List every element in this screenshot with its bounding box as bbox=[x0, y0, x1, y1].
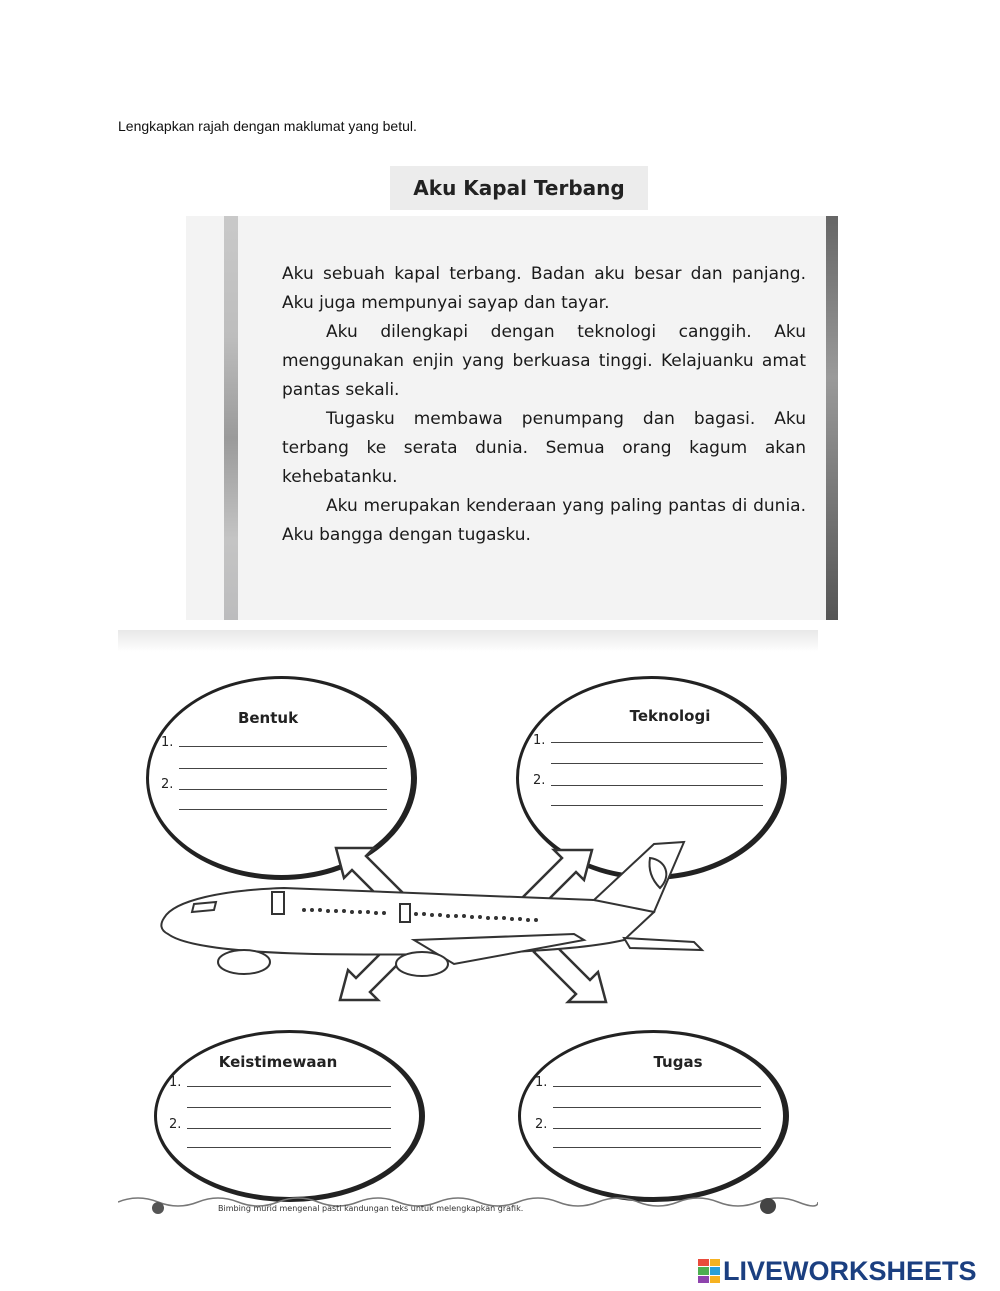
answer-line-2b[interactable] bbox=[553, 1147, 761, 1148]
number-2: 2. bbox=[169, 1117, 182, 1132]
answer-line-1a[interactable] bbox=[179, 746, 387, 747]
bubble-heading-tugas: Tugas bbox=[653, 1053, 703, 1071]
reading-body bbox=[282, 260, 806, 550]
number-1: 1. bbox=[535, 1075, 548, 1090]
bubble-map-diagram bbox=[118, 630, 818, 1214]
airplane-illustration bbox=[154, 830, 774, 1030]
bubble-heading-bentuk: Bentuk bbox=[237, 709, 299, 727]
number-2: 2. bbox=[535, 1117, 548, 1132]
answer-line-1a[interactable] bbox=[553, 1086, 761, 1087]
instruction-text: Lengkapkan rajah dengan maklumat yang betul. bbox=[118, 118, 417, 134]
logo-text: LIVEWORKSHEETS bbox=[723, 1255, 977, 1286]
paragraph-4: Aku merupakan kenderaan yang paling pantas di dunia. Aku bangga dengan tugasku. bbox=[282, 496, 806, 545]
number-1: 1. bbox=[161, 735, 174, 750]
bubble-heading-teknologi: Teknologi bbox=[629, 707, 711, 725]
answer-line-1b[interactable] bbox=[551, 763, 763, 764]
paragraph-3: Tugasku membawa penumpang dan bagasi. Aku terbang ke serata dunia. Semua orang kagum akan kehebatanku. bbox=[282, 409, 806, 487]
answer-line-2a[interactable] bbox=[179, 789, 387, 790]
number-2: 2. bbox=[161, 777, 174, 792]
page-edge-right bbox=[826, 216, 838, 620]
answer-line-2a[interactable] bbox=[187, 1128, 391, 1129]
paragraph-2: Aku dilengkapi dengan teknologi canggih. Aku menggunakan enjin yang berkuasa tinggi. Kelajuanku amat pantas sekali. bbox=[282, 322, 806, 400]
answer-line-1a[interactable] bbox=[187, 1086, 391, 1087]
page-edge-left bbox=[224, 216, 238, 620]
number-1: 1. bbox=[533, 733, 546, 748]
reading-passage bbox=[186, 216, 838, 620]
reading-title: Aku Kapal Terbang bbox=[413, 176, 625, 200]
bubble-heading-keistimewaan: Keistimewaan bbox=[218, 1053, 338, 1071]
bubble-keistimewaan bbox=[154, 1030, 425, 1202]
answer-line-1b[interactable] bbox=[553, 1107, 761, 1108]
answer-line-2b[interactable] bbox=[551, 805, 763, 806]
footer-note: Bimbing murid mengenal pasti kandungan teks untuk melengkapkan grafik. bbox=[218, 1204, 524, 1213]
answer-line-1b[interactable] bbox=[187, 1107, 391, 1108]
answer-line-2b[interactable] bbox=[187, 1147, 391, 1148]
number-1: 1. bbox=[169, 1075, 182, 1090]
top-decoration bbox=[118, 630, 818, 652]
answer-line-1a[interactable] bbox=[551, 742, 763, 743]
logo-mark-icon bbox=[698, 1259, 720, 1283]
answer-line-1b[interactable] bbox=[179, 768, 387, 769]
liveworksheets-logo bbox=[698, 1256, 977, 1286]
reading-title-box bbox=[390, 166, 648, 210]
answer-line-2a[interactable] bbox=[551, 785, 763, 786]
number-2: 2. bbox=[533, 773, 546, 788]
answer-line-2a[interactable] bbox=[553, 1128, 761, 1129]
paragraph-1: Aku sebuah kapal terbang. Badan aku besar dan panjang. Aku juga mempunyai sayap dan tayar. bbox=[282, 264, 806, 313]
answer-line-2b[interactable] bbox=[179, 809, 387, 810]
bubble-tugas bbox=[518, 1030, 789, 1202]
